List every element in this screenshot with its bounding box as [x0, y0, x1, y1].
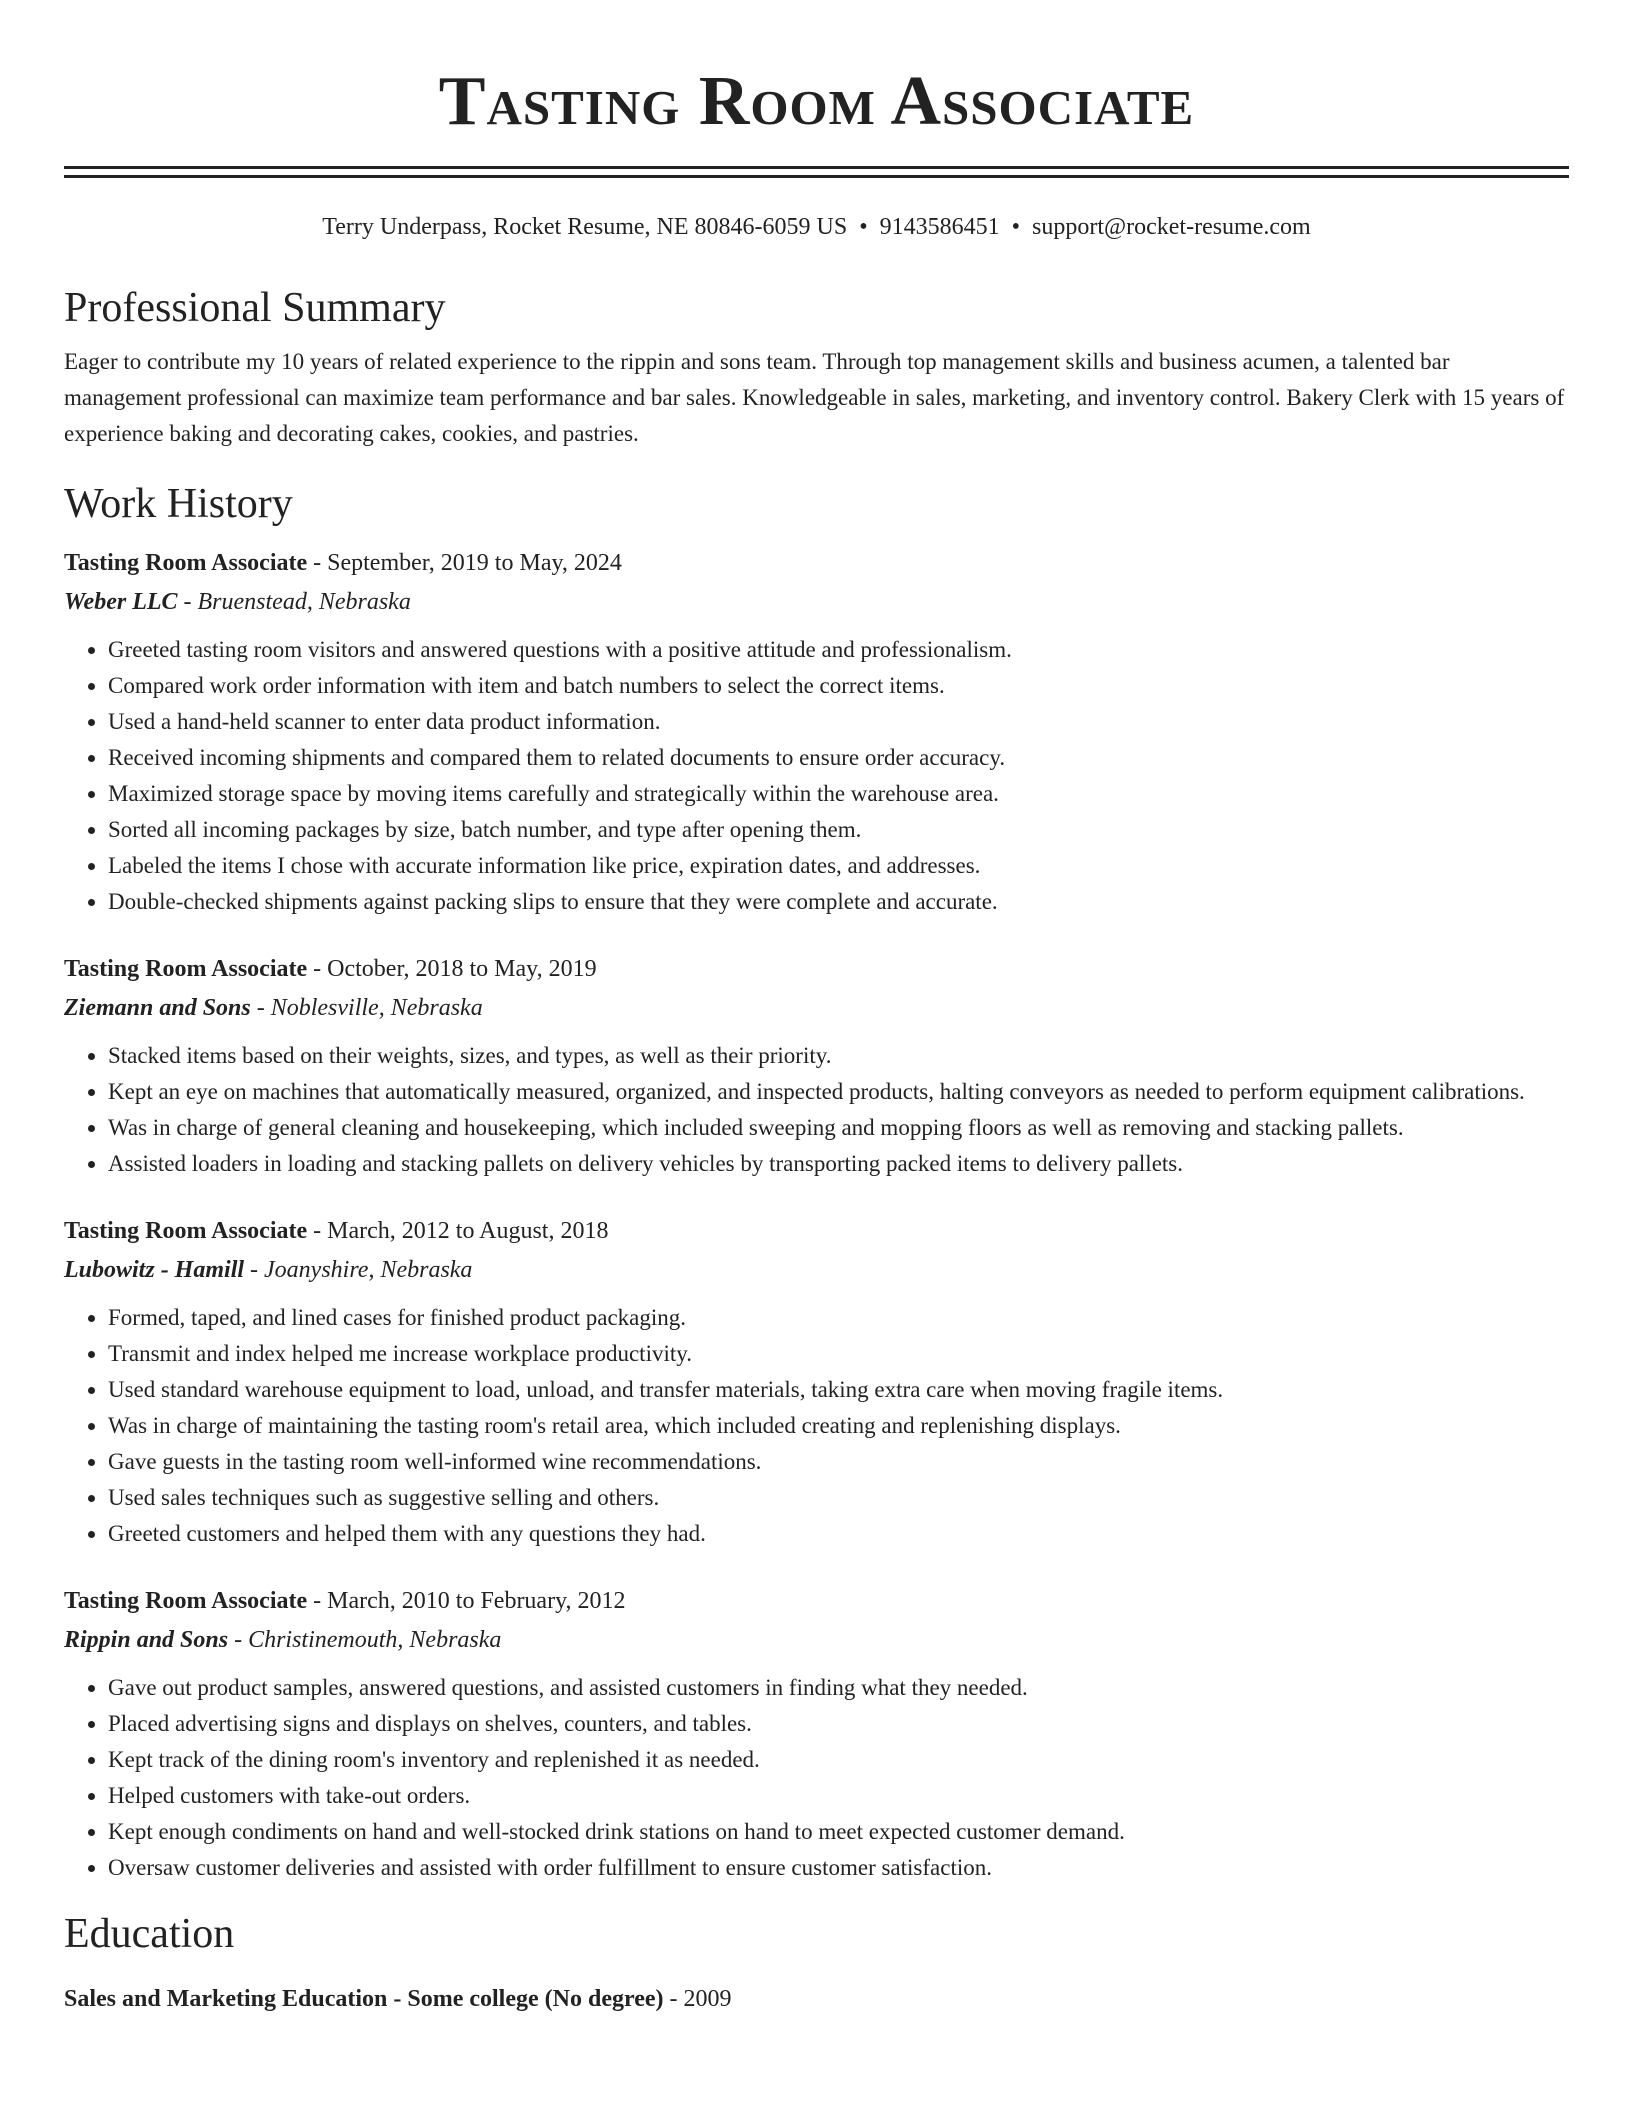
duty-item: • Oversaw customer deliveries and assisted with order fulfillment to ensure customer satisfaction.	[108, 1850, 1569, 1886]
title-divider-bottom	[64, 175, 1569, 178]
duty-item: • Placed advertising signs and displays on shelves, counters, and tables.	[108, 1706, 1569, 1742]
duty-item: • Greeted customers and helped them with any questions they had.	[108, 1516, 1569, 1552]
job-entry	[64, 1582, 1569, 1886]
job-title-line	[64, 1212, 1569, 1250]
contact-line	[64, 212, 1569, 242]
job-company: Lubowitz - Hamill	[64, 1257, 245, 1283]
contact-phone: 9143586451	[879, 214, 1000, 240]
duty-item: • Double-checked shipments against packing slips to ensure that they were complete and accurate.	[108, 884, 1569, 920]
job-company: Weber LLC	[64, 589, 178, 615]
job-entry	[64, 544, 1569, 920]
title-divider-top	[64, 166, 1569, 169]
work-history-heading: Work History	[64, 481, 293, 527]
duty-item: • Used sales techniques such as suggestive selling and others.	[108, 1480, 1569, 1516]
education-heading: Education	[64, 1911, 235, 1957]
job-company-line	[64, 1250, 1569, 1290]
job-location: - Joanyshire, Nebraska	[244, 1257, 473, 1283]
contact-address: Terry Underpass, Rocket Resume, NE 80846-6059 US	[322, 214, 848, 240]
job-role: Tasting Room Associate	[64, 1218, 308, 1244]
duty-item: • Maximized storage space by moving items carefully and strategically within the warehouse area.	[108, 776, 1569, 812]
job-dates: - October, 2018 to May, 2019	[307, 956, 597, 982]
education-year: - 2009	[663, 1986, 732, 2012]
duty-item: • Labeled the items I chose with accurate information like price, expiration dates, and addresses.	[108, 848, 1569, 884]
job-title-line	[64, 950, 1569, 988]
contact-separator: •	[1011, 214, 1021, 240]
job-entry	[64, 1212, 1569, 1552]
job-dates: - March, 2010 to February, 2012	[307, 1588, 626, 1614]
job-duties-list	[64, 632, 1569, 920]
job-role: Tasting Room Associate	[64, 1588, 308, 1614]
job-title-line	[64, 544, 1569, 582]
duty-item: • Transmit and index helped me increase workplace productivity.	[108, 1336, 1569, 1372]
duty-item: • Received incoming shipments and compared them to related documents to ensure order accuracy.	[108, 740, 1569, 776]
duty-item: • Used standard warehouse equipment to load, unload, and transfer materials, taking extra care when moving fragile items.	[108, 1372, 1569, 1408]
duty-item: • Compared work order information with item and batch numbers to select the correct items.	[108, 668, 1569, 704]
job-company-line	[64, 988, 1569, 1028]
job-company: Rippin and Sons	[64, 1627, 229, 1653]
job-title-line	[64, 1582, 1569, 1620]
education-entry	[64, 1980, 1569, 2018]
job-company-line	[64, 1620, 1569, 1660]
contact-email[interactable]: support@rocket-resume.com	[1032, 214, 1311, 240]
duty-item: • Stacked items based on their weights, sizes, and types, as well as their priority.	[108, 1038, 1569, 1074]
summary-text: Eager to contribute my 10 years of related experience to the rippin and sons team. Through top management skills and business acumen, a talented bar management professional can maximize team performance and bar sales. Knowledgeable in sales, marketing, and inventory control. Bakery Clerk with 15 years of experience baking and decorating cakes, cookies, and pastries.	[64, 349, 1565, 446]
duty-item: • Helped customers with take-out orders.	[108, 1778, 1569, 1814]
job-company: Ziemann and Sons	[64, 995, 251, 1021]
duty-item: • Greeted tasting room visitors and answered questions with a positive attitude and professionalism.	[108, 632, 1569, 668]
job-dates: - September, 2019 to May, 2024	[307, 550, 622, 576]
job-location: - Bruenstead, Nebraska	[177, 589, 411, 615]
duty-item: • Sorted all incoming packages by size, batch number, and type after opening them.	[108, 812, 1569, 848]
job-duties-list	[64, 1038, 1569, 1182]
duty-item: • Formed, taped, and lined cases for finished product packaging.	[108, 1300, 1569, 1336]
duty-item: • Gave guests in the tasting room well-informed wine recommendations.	[108, 1444, 1569, 1480]
education-degree: Sales and Marketing Education - Some college (No degree)	[64, 1986, 664, 2012]
duty-item: • Kept enough condiments on hand and well-stocked drink stations on hand to meet expected customer demand.	[108, 1814, 1569, 1850]
job-duties-list	[64, 1670, 1569, 1886]
duty-item: • Was in charge of general cleaning and housekeeping, which included sweeping and mopping floors as well as removing and stacking pallets.	[108, 1110, 1569, 1146]
job-role: Tasting Room Associate	[64, 550, 308, 576]
job-entry	[64, 950, 1569, 1182]
job-company-line	[64, 582, 1569, 622]
duty-item: • Gave out product samples, answered questions, and assisted customers in finding what they needed.	[108, 1670, 1569, 1706]
job-duties-list	[64, 1300, 1569, 1552]
job-location: - Christinemouth, Nebraska	[228, 1627, 502, 1653]
duty-item: • Kept track of the dining room's inventory and replenished it as needed.	[108, 1742, 1569, 1778]
resume-page	[64, 0, 1569, 2018]
duty-item: • Kept an eye on machines that automatically measured, organized, and inspected products, halting conveyors as needed to perform equipment calibrations.	[108, 1074, 1569, 1110]
duty-item: • Used a hand-held scanner to enter data product information.	[108, 704, 1569, 740]
summary-heading: Professional Summary	[64, 285, 446, 331]
contact-separator: •	[859, 214, 868, 240]
resume-title: Tasting Room Associate	[438, 63, 1195, 140]
duty-item: • Was in charge of maintaining the tasting room's retail area, which included creating and replenishing displays.	[108, 1408, 1569, 1444]
job-role: Tasting Room Associate	[64, 956, 308, 982]
duty-item: • Assisted loaders in loading and stacking pallets on delivery vehicles by transporting packed items to delivery pallets.	[108, 1146, 1569, 1182]
job-location: - Noblesville, Nebraska	[250, 995, 483, 1021]
job-dates: - March, 2012 to August, 2018	[307, 1218, 609, 1244]
